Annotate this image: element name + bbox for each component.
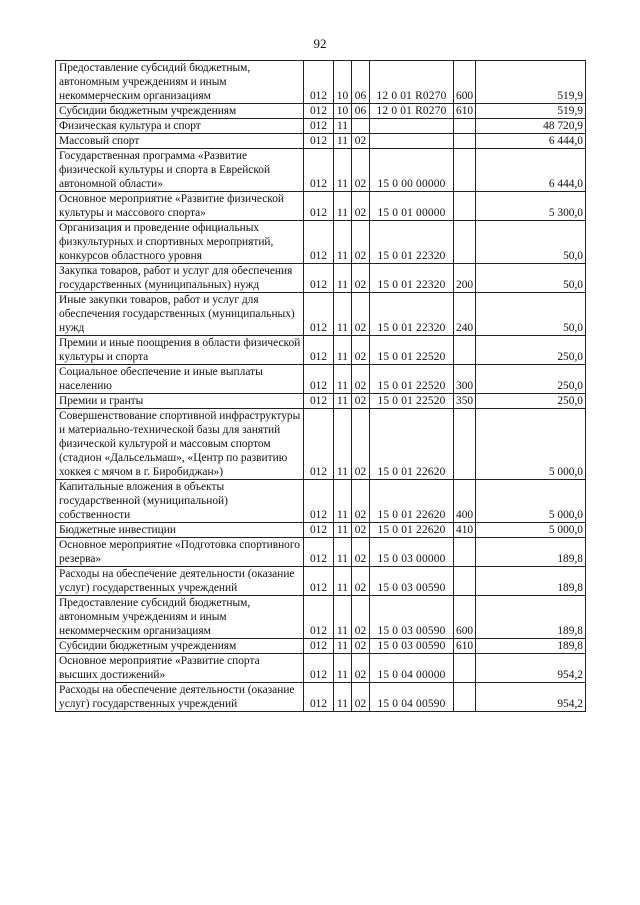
expense-type-code: 610 xyxy=(454,104,476,119)
target-article-code: 12 0 01 R0270 xyxy=(370,61,454,104)
amount: 519,9 xyxy=(476,61,586,104)
ved-code: 012 xyxy=(304,394,334,409)
target-article-code: 15 0 00 00000 xyxy=(370,149,454,192)
amount: 189,8 xyxy=(476,567,586,596)
subsection-code: 02 xyxy=(352,149,370,192)
table-row xyxy=(56,654,586,683)
amount: 5 300,0 xyxy=(476,192,586,221)
ved-code: 012 xyxy=(304,567,334,596)
table-row xyxy=(56,596,586,639)
table-row xyxy=(56,192,586,221)
row-name: Социальное обеспечение и иные выплаты населению xyxy=(56,365,304,394)
section-code: 11 xyxy=(334,365,352,394)
subsection-code: 02 xyxy=(352,538,370,567)
row-name: Организация и проведение официальных физкультурных и спортивных мероприятий, конкурсов областного уровня xyxy=(56,221,304,264)
subsection-code: 02 xyxy=(352,336,370,365)
section-code: 11 xyxy=(334,480,352,523)
target-article-code: 15 0 01 22320 xyxy=(370,264,454,293)
target-article-code: 15 0 03 00590 xyxy=(370,639,454,654)
section-code: 11 xyxy=(334,567,352,596)
table-row xyxy=(56,567,586,596)
expense-type-code xyxy=(454,336,476,365)
ved-code: 012 xyxy=(304,119,334,134)
table-row xyxy=(56,523,586,538)
table-row xyxy=(56,61,586,104)
section-code: 11 xyxy=(334,134,352,149)
expense-type-code xyxy=(454,119,476,134)
budget-table-body xyxy=(56,61,586,712)
section-code: 11 xyxy=(334,149,352,192)
target-article-code: 15 0 01 22520 xyxy=(370,394,454,409)
row-name: Закупка товаров, работ и услуг для обеспечения государственных (муниципальных) нужд xyxy=(56,264,304,293)
row-name: Субсидии бюджетным учреждениям xyxy=(56,104,304,119)
target-article-code: 15 0 03 00000 xyxy=(370,538,454,567)
subsection-code: 02 xyxy=(352,192,370,221)
target-article-code: 15 0 01 22620 xyxy=(370,409,454,480)
expense-type-code: 610 xyxy=(454,639,476,654)
section-code: 11 xyxy=(334,221,352,264)
amount: 50,0 xyxy=(476,293,586,336)
amount: 6 444,0 xyxy=(476,134,586,149)
amount: 250,0 xyxy=(476,336,586,365)
ved-code: 012 xyxy=(304,61,334,104)
row-name: Расходы на обеспечение деятельности (оказание услуг) государственных учреждений xyxy=(56,567,304,596)
expense-type-code: 600 xyxy=(454,596,476,639)
row-name: Предоставление субсидий бюджетным, автономным учреждениям и иным некоммерческим организациям xyxy=(56,61,304,104)
expense-type-code xyxy=(454,192,476,221)
section-code: 10 xyxy=(334,104,352,119)
subsection-code: 02 xyxy=(352,365,370,394)
table-row xyxy=(56,409,586,480)
amount: 954,2 xyxy=(476,683,586,712)
ved-code: 012 xyxy=(304,149,334,192)
ved-code: 012 xyxy=(304,654,334,683)
section-code: 11 xyxy=(334,336,352,365)
budget-table xyxy=(55,60,586,712)
ved-code: 012 xyxy=(304,596,334,639)
amount: 954,2 xyxy=(476,654,586,683)
subsection-code: 02 xyxy=(352,480,370,523)
table-row xyxy=(56,293,586,336)
target-article-code: 15 0 01 22620 xyxy=(370,523,454,538)
ved-code: 012 xyxy=(304,192,334,221)
table-row xyxy=(56,149,586,192)
subsection-code: 02 xyxy=(352,394,370,409)
row-name: Основное мероприятие «Развитие спорта высших достижений» xyxy=(56,654,304,683)
section-code: 10 xyxy=(334,61,352,104)
expense-type-code xyxy=(454,221,476,264)
expense-type-code xyxy=(454,683,476,712)
ved-code: 012 xyxy=(304,683,334,712)
expense-type-code: 350 xyxy=(454,394,476,409)
ved-code: 012 xyxy=(304,134,334,149)
subsection-code: 06 xyxy=(352,104,370,119)
table-row xyxy=(56,221,586,264)
expense-type-code xyxy=(454,134,476,149)
table-row xyxy=(56,336,586,365)
amount: 189,8 xyxy=(476,596,586,639)
amount: 250,0 xyxy=(476,365,586,394)
row-name: Иные закупки товаров, работ и услуг для обеспечения государственных (муниципальных) нужд xyxy=(56,293,304,336)
target-article-code: 15 0 01 22520 xyxy=(370,365,454,394)
target-article-code: 15 0 01 22320 xyxy=(370,293,454,336)
amount: 250,0 xyxy=(476,394,586,409)
amount: 50,0 xyxy=(476,221,586,264)
target-article-code: 15 0 04 00590 xyxy=(370,683,454,712)
amount: 5 000,0 xyxy=(476,480,586,523)
ved-code: 012 xyxy=(304,523,334,538)
subsection-code: 02 xyxy=(352,293,370,336)
page-number: 92 xyxy=(313,36,327,51)
row-name: Премии и гранты xyxy=(56,394,304,409)
section-code: 11 xyxy=(334,192,352,221)
subsection-code: 02 xyxy=(352,683,370,712)
subsection-code: 02 xyxy=(352,264,370,293)
expense-type-code xyxy=(454,654,476,683)
section-code: 11 xyxy=(334,394,352,409)
subsection-code xyxy=(352,119,370,134)
row-name: Основное мероприятие «Развитие физической культуры и массового спорта» xyxy=(56,192,304,221)
expense-type-code: 600 xyxy=(454,61,476,104)
table-row xyxy=(56,134,586,149)
subsection-code: 02 xyxy=(352,221,370,264)
subsection-code: 02 xyxy=(352,409,370,480)
row-name: Субсидии бюджетным учреждениям xyxy=(56,639,304,654)
ved-code: 012 xyxy=(304,409,334,480)
expense-type-code xyxy=(454,149,476,192)
row-name: Предоставление субсидий бюджетным, автономным учреждениям и иным некоммерческим организациям xyxy=(56,596,304,639)
amount: 519,9 xyxy=(476,104,586,119)
section-code: 11 xyxy=(334,293,352,336)
section-code: 11 xyxy=(334,538,352,567)
expense-type-code: 410 xyxy=(454,523,476,538)
row-name: Бюджетные инвестиции xyxy=(56,523,304,538)
table-row xyxy=(56,683,586,712)
section-code: 11 xyxy=(334,119,352,134)
row-name: Государственная программа «Развитие физической культуры и спорта в Еврейской автономной области» xyxy=(56,149,304,192)
expense-type-code: 400 xyxy=(454,480,476,523)
ved-code: 012 xyxy=(304,480,334,523)
row-name: Капитальные вложения в объекты государственной (муниципальной) собственности xyxy=(56,480,304,523)
row-name: Массовый спорт xyxy=(56,134,304,149)
row-name: Физическая культура и спорт xyxy=(56,119,304,134)
amount: 189,8 xyxy=(476,538,586,567)
row-name: Расходы на обеспечение деятельности (оказание услуг) государственных учреждений xyxy=(56,683,304,712)
table-row xyxy=(56,104,586,119)
ved-code: 012 xyxy=(304,365,334,394)
subsection-code: 02 xyxy=(352,654,370,683)
section-code: 11 xyxy=(334,639,352,654)
section-code: 11 xyxy=(334,596,352,639)
amount: 5 000,0 xyxy=(476,523,586,538)
target-article-code: 15 0 01 22320 xyxy=(370,221,454,264)
section-code: 11 xyxy=(334,264,352,293)
table-row xyxy=(56,264,586,293)
target-article-code xyxy=(370,134,454,149)
subsection-code: 02 xyxy=(352,134,370,149)
table-row xyxy=(56,119,586,134)
target-article-code: 15 0 03 00590 xyxy=(370,596,454,639)
amount: 6 444,0 xyxy=(476,149,586,192)
subsection-code: 06 xyxy=(352,61,370,104)
table-row xyxy=(56,480,586,523)
target-article-code: 12 0 01 R0270 xyxy=(370,104,454,119)
ved-code: 012 xyxy=(304,538,334,567)
subsection-code: 02 xyxy=(352,596,370,639)
target-article-code: 15 0 01 22520 xyxy=(370,336,454,365)
amount: 5 000,0 xyxy=(476,409,586,480)
target-article-code xyxy=(370,119,454,134)
expense-type-code xyxy=(454,409,476,480)
ved-code: 012 xyxy=(304,293,334,336)
ved-code: 012 xyxy=(304,221,334,264)
amount: 189,8 xyxy=(476,639,586,654)
expense-type-code: 200 xyxy=(454,264,476,293)
target-article-code: 15 0 01 00000 xyxy=(370,192,454,221)
section-code: 11 xyxy=(334,409,352,480)
ved-code: 012 xyxy=(304,104,334,119)
target-article-code: 15 0 03 00590 xyxy=(370,567,454,596)
subsection-code: 02 xyxy=(352,523,370,538)
target-article-code: 15 0 04 00000 xyxy=(370,654,454,683)
table-row xyxy=(56,365,586,394)
subsection-code: 02 xyxy=(352,639,370,654)
ved-code: 012 xyxy=(304,639,334,654)
table-row xyxy=(56,639,586,654)
ved-code: 012 xyxy=(304,264,334,293)
expense-type-code xyxy=(454,538,476,567)
row-name: Совершенствование спортивной инфраструктуры и материально-технической базы для занятий физической культурой и массовым спортом (стадион «Дальсельмаш», «Центр по развитию хоккея с мячом в г. Биробиджан») xyxy=(56,409,304,480)
section-code: 11 xyxy=(334,523,352,538)
table-row xyxy=(56,538,586,567)
ved-code: 012 xyxy=(304,336,334,365)
expense-type-code: 240 xyxy=(454,293,476,336)
subsection-code: 02 xyxy=(352,567,370,596)
row-name: Премии и иные поощрения в области физической культуры и спорта xyxy=(56,336,304,365)
section-code: 11 xyxy=(334,683,352,712)
row-name: Основное мероприятие «Подготовка спортивного резерва» xyxy=(56,538,304,567)
section-code: 11 xyxy=(334,654,352,683)
expense-type-code xyxy=(454,567,476,596)
target-article-code: 15 0 01 22620 xyxy=(370,480,454,523)
expense-type-code: 300 xyxy=(454,365,476,394)
amount: 50,0 xyxy=(476,264,586,293)
table-row xyxy=(56,394,586,409)
amount: 48 720,9 xyxy=(476,119,586,134)
